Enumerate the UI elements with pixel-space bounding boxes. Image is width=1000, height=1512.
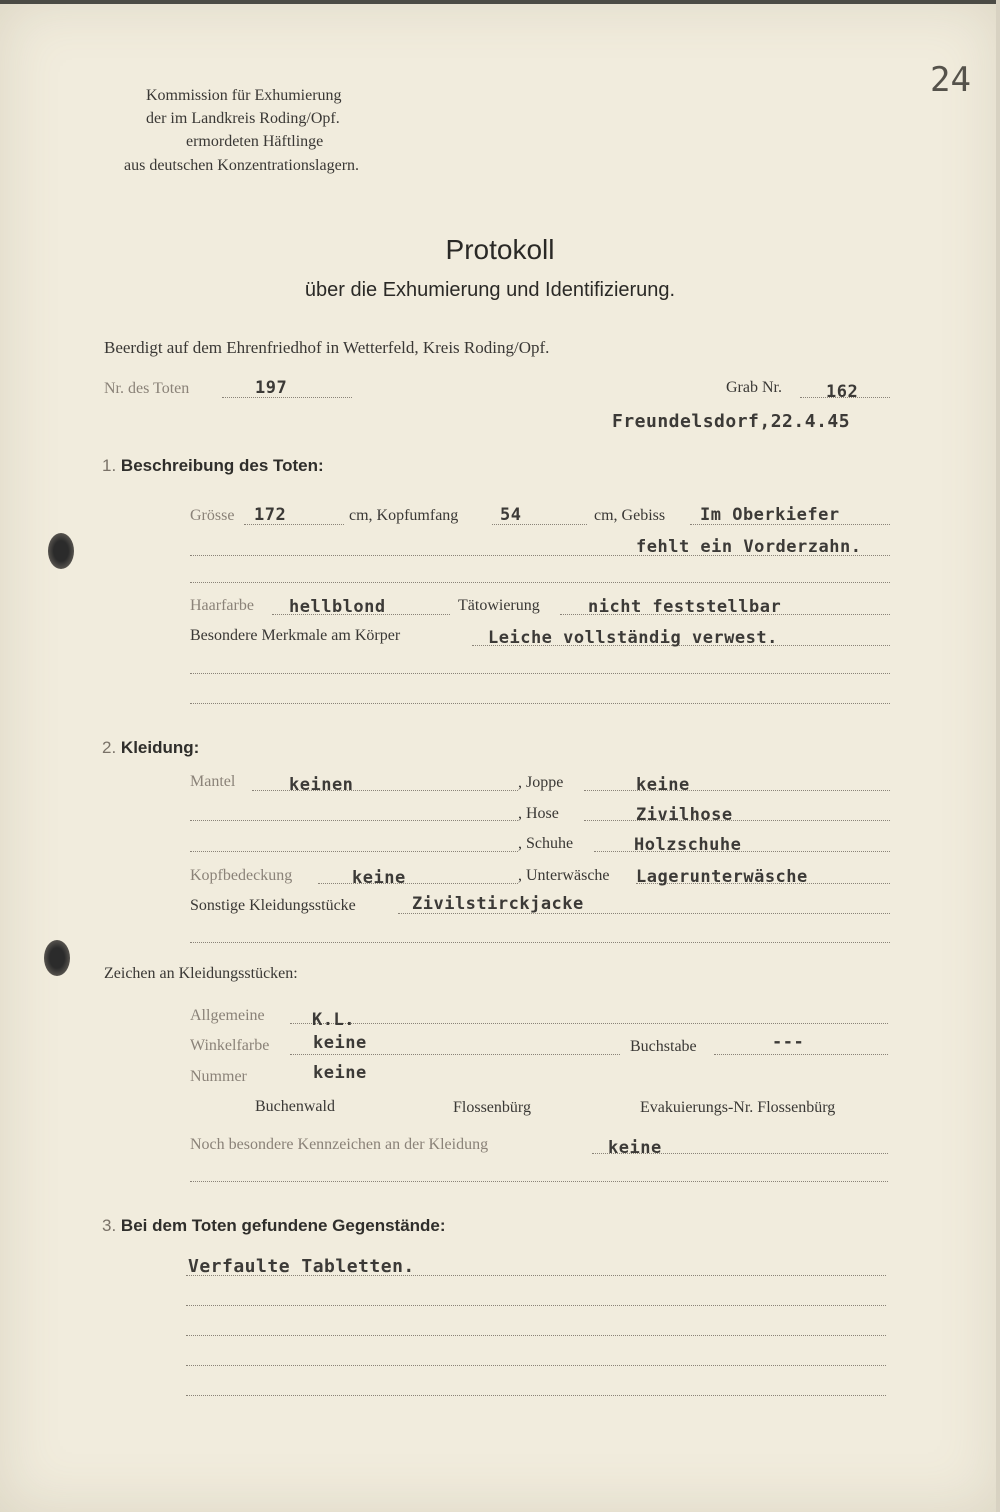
teeth-value-2: fehlt ein Vorderzahn. [636, 537, 862, 557]
other-marks-value: keine [608, 1138, 662, 1158]
punch-hole-lower [44, 940, 70, 976]
letter-label: Buchstabe [630, 1038, 697, 1055]
section-2-title: Kleidung: [120, 738, 200, 757]
coat-value: keinen [289, 775, 354, 795]
teeth-label: cm, Gebiss [594, 507, 666, 524]
right-edge [996, 0, 1000, 1512]
page-subtitle: über die Exhumierung und Identifizierung. [304, 279, 676, 301]
marks-value: Leiche vollständig verwest. [488, 628, 778, 648]
burial-place: Beerdigt auf dem Ehrenfriedhof in Wetterfeld, Kreis Roding/Opf. [104, 338, 550, 357]
commission-header-line-4: aus deutschen Konzentrationslagern. [124, 157, 360, 174]
top-edge [0, 0, 1000, 4]
shoes-blank-line [190, 851, 518, 852]
coat-label: Mantel [190, 773, 236, 790]
trousers-label: , Hose [518, 805, 559, 822]
jacket-value: keine [636, 775, 690, 795]
section-3-number: 3. [102, 1216, 117, 1235]
teeth-value-1: Im Oberkiefer [700, 505, 840, 525]
hair-value: hellblond [289, 597, 386, 617]
section-2-heading [102, 738, 199, 758]
blank-line-1 [190, 582, 890, 583]
headwear-value: keine [352, 868, 406, 888]
other-marks-label: Noch besondere Kennzeichen an der Kleidung [190, 1136, 489, 1153]
headwear-line [318, 883, 518, 884]
page-number: 24 [930, 60, 971, 100]
angle-color-value: keine [313, 1033, 367, 1053]
number-value: keine [313, 1063, 367, 1083]
commission-header-line-3: ermordeten Häftlinge [186, 133, 324, 150]
underwear-value: Lagerunterwäsche [636, 867, 808, 887]
height-value: 172 [254, 505, 287, 525]
page-title: Protokoll [445, 234, 555, 265]
place-date: Freundelsdorf,22.4.45 [612, 411, 851, 432]
commission-header-line-1: Kommission für Exhumierung [146, 87, 342, 104]
general-mark-label: Allgemeine [190, 1007, 265, 1024]
col-buchenwald: Buchenwald [255, 1098, 335, 1115]
jacket-line [584, 790, 890, 791]
marks-label: Besondere Merkmale am Körper [190, 627, 401, 644]
marks-section-heading: Zeichen an Kleidungsstücken: [104, 965, 298, 982]
section-1-title: Beschreibung des Toten: [120, 456, 324, 475]
general-mark-value: K.L. [312, 1010, 355, 1030]
hair-label: Haarfarbe [190, 597, 254, 614]
section-2-number: 2. [102, 738, 117, 757]
blank-line-2 [190, 673, 890, 674]
blank-line-4 [190, 942, 890, 943]
angle-color-line [290, 1054, 620, 1055]
dead-number-value: 197 [255, 378, 288, 398]
blank-line-5 [190, 1181, 888, 1182]
commission-header-line-2: der im Landkreis Roding/Opf. [146, 110, 340, 127]
jacket-label: , Joppe [518, 774, 564, 791]
blank-line-3 [190, 703, 890, 704]
items-line-1 [186, 1275, 886, 1276]
trousers-blank-line [190, 820, 518, 821]
number-label: Nummer [190, 1068, 247, 1085]
letter-line [714, 1054, 888, 1055]
head-size-label: cm, Kopfumfang [349, 507, 459, 524]
angle-color-label: Winkelfarbe [190, 1037, 270, 1054]
height-label: Grösse [190, 507, 235, 524]
dead-number-label: Nr. des Toten [104, 380, 190, 397]
punch-hole-upper [48, 533, 74, 569]
shoes-value: Holzschuhe [634, 835, 742, 855]
grave-number-label: Grab Nr. [726, 379, 782, 396]
other-clothing-label: Sonstige Kleidungsstücke [190, 897, 356, 914]
tattoo-value: nicht feststellbar [588, 597, 782, 617]
col-evak-number: Evakuierungs-Nr. Flossenbürg [640, 1099, 836, 1116]
section-1-number: 1. [102, 456, 117, 475]
tattoo-label: Tätowierung [458, 597, 540, 614]
grave-number-value: 162 [826, 382, 859, 402]
items-line-4 [186, 1365, 886, 1366]
section-1-heading [102, 456, 324, 476]
items-line-2 [186, 1305, 886, 1306]
items-line-3 [186, 1335, 886, 1336]
col-flossenburg: Flossenbürg [453, 1099, 531, 1116]
items-line-5 [186, 1395, 886, 1396]
general-mark-line [290, 1023, 888, 1024]
letter-value: --- [772, 1032, 805, 1052]
head-size-value: 54 [500, 505, 522, 525]
headwear-label: Kopfbedeckung [190, 867, 293, 884]
section-3-title: Bei dem Toten gefundene Gegenstände: [120, 1216, 446, 1235]
trousers-value: Zivilhose [636, 805, 733, 825]
underwear-label: , Unterwäsche [518, 867, 610, 884]
other-clothing-value: Zivilstirckjacke [412, 894, 584, 914]
trousers-line [584, 820, 890, 821]
section-3-heading [102, 1216, 446, 1236]
found-items-value: Verfaulte Tabletten. [188, 1256, 415, 1277]
shoes-label: , Schuhe [518, 835, 574, 852]
